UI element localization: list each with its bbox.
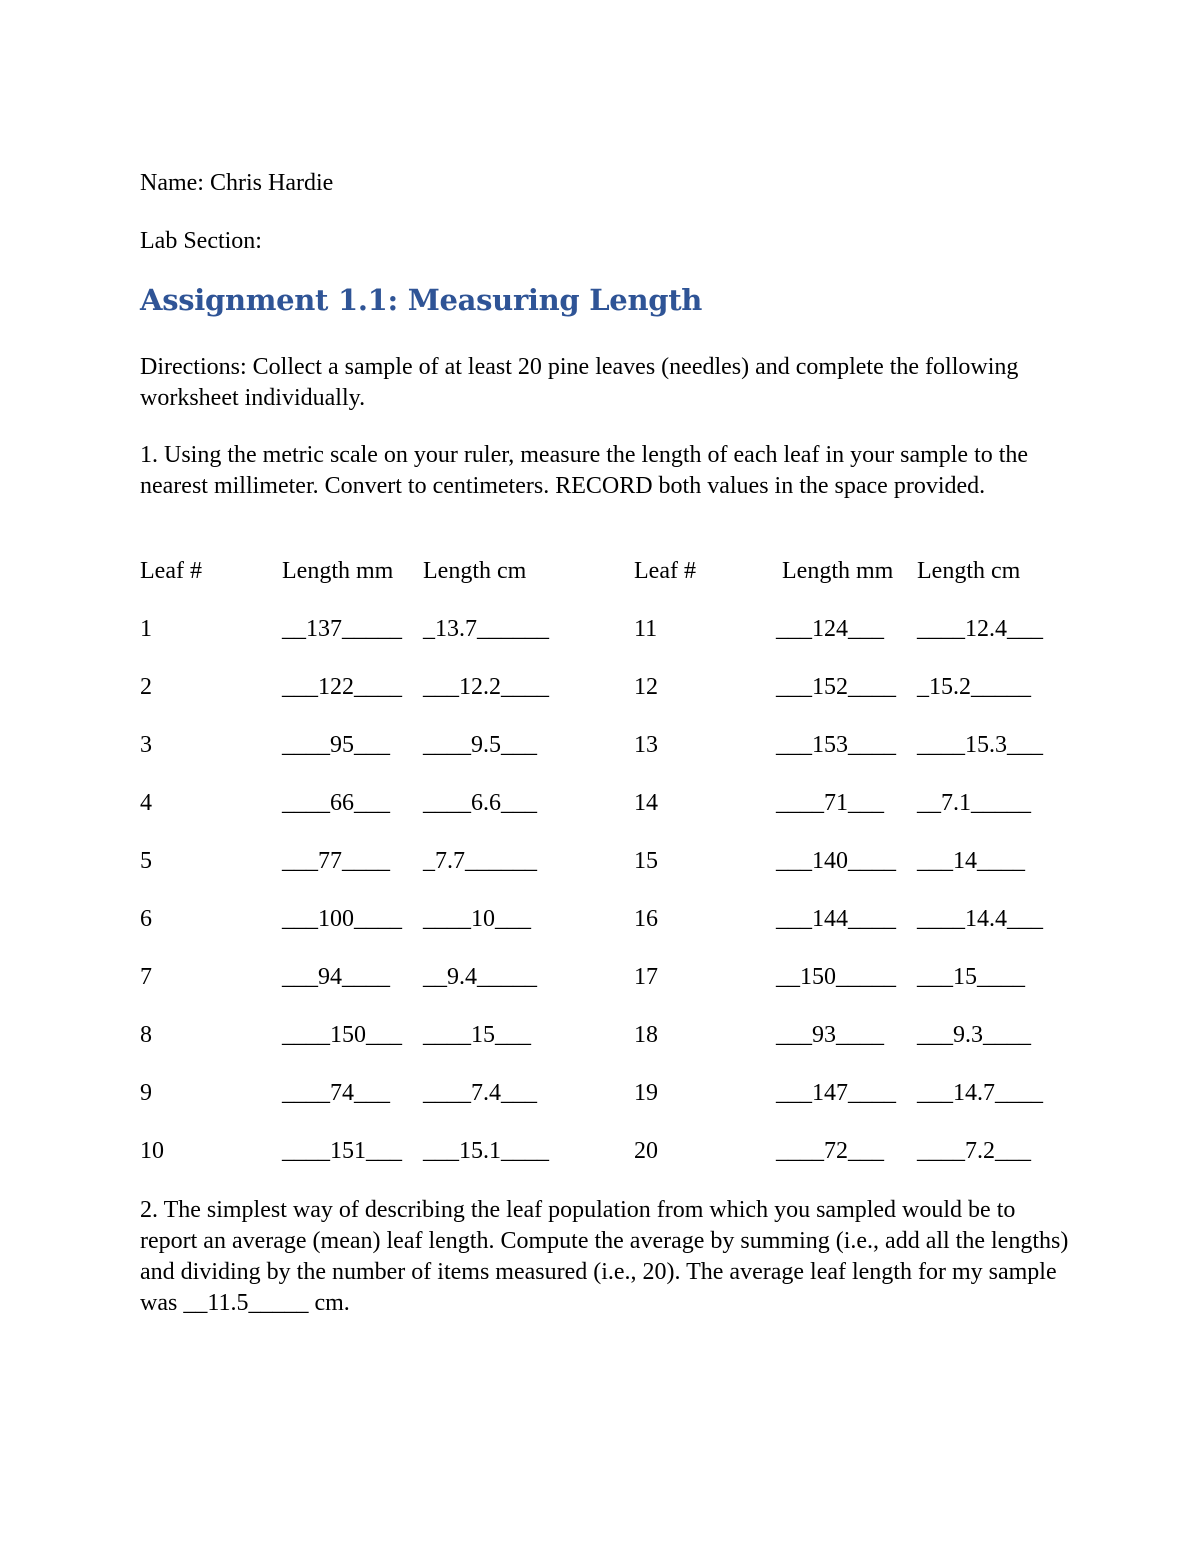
header-mm-left: Length mm bbox=[282, 558, 394, 584]
leaf-mm-cell: ___147____ bbox=[776, 1080, 896, 1106]
average-answer: __11.5_____ bbox=[183, 1290, 309, 1316]
question-1: 1. Using the metric scale on your ruler, measure the length of each leaf in your sample to the nearest millimeter. Convert to centimeters. RECORD both values in the space provided. bbox=[140, 442, 1029, 499]
leaf-leaf-cell: 10 bbox=[140, 1138, 164, 1164]
average-unit: cm. bbox=[308, 1290, 350, 1316]
leaf-leaf-cell: 7 bbox=[140, 964, 152, 990]
leaf-cm-cell: __9.4_____ bbox=[423, 964, 537, 990]
header-cm-left: Length cm bbox=[423, 558, 527, 584]
leaf-mm-cell: ___144____ bbox=[776, 906, 896, 932]
leaf-leaf-cell: 13 bbox=[634, 732, 658, 758]
leaf-mm-cell: ____74___ bbox=[282, 1080, 390, 1106]
student-name: Name: Chris Hardie bbox=[140, 170, 334, 196]
leaf-cm-cell: _7.7______ bbox=[423, 848, 537, 874]
leaf-mm-cell: ____151___ bbox=[282, 1138, 402, 1164]
leaf-cm-cell: ____7.4___ bbox=[423, 1080, 537, 1106]
leaf-mm-cell: ___140____ bbox=[776, 848, 896, 874]
leaf-mm-cell: ___122____ bbox=[282, 674, 402, 700]
header-mm-right: Length mm bbox=[782, 558, 894, 584]
lab-section: Lab Section: bbox=[140, 228, 262, 254]
leaf-leaf-cell: 16 bbox=[634, 906, 658, 932]
leaf-leaf-cell: 11 bbox=[634, 616, 658, 642]
leaf-mm-cell: ____95___ bbox=[282, 732, 390, 758]
leaf-cm-cell: ___15.1____ bbox=[423, 1138, 549, 1164]
question-2 bbox=[140, 1195, 1070, 1319]
leaf-leaf-cell: 5 bbox=[140, 848, 152, 874]
header-leaf-right: Leaf # bbox=[634, 558, 696, 584]
leaf-leaf-cell: 18 bbox=[634, 1022, 658, 1048]
directions-paragraph: Directions: Collect a sample of at least 20 pine leaves (needles) and complete the following worksheet individually. bbox=[140, 354, 1019, 411]
assignment-title: Assignment 1.1: Measuring Length bbox=[140, 283, 703, 317]
question-2-text: 2. The simplest way of describing the leaf population from which you sampled would be to report an average (mean) leaf length. Compute the average by summing (i.e., add all the lengths) and dividing by the number of items measured (i.e., 20). The average leaf length for my sample was bbox=[140, 1197, 1069, 1316]
leaf-cm-cell: ___14.7____ bbox=[917, 1080, 1043, 1106]
leaf-leaf-cell: 17 bbox=[634, 964, 658, 990]
leaf-cm-cell: ___9.3____ bbox=[917, 1022, 1031, 1048]
leaf-cm-cell: ____12.4___ bbox=[917, 616, 1043, 642]
leaf-leaf-cell: 2 bbox=[140, 674, 152, 700]
leaf-mm-cell: ___100____ bbox=[282, 906, 402, 932]
leaf-cm-cell: ____7.2___ bbox=[917, 1138, 1031, 1164]
leaf-cm-cell: __7.1_____ bbox=[917, 790, 1031, 816]
leaf-mm-cell: ____66___ bbox=[282, 790, 390, 816]
leaf-cm-cell: ____6.6___ bbox=[423, 790, 537, 816]
header-cm-right: Length cm bbox=[917, 558, 1021, 584]
leaf-mm-cell: ___77____ bbox=[282, 848, 390, 874]
leaf-leaf-cell: 12 bbox=[634, 674, 658, 700]
leaf-leaf-cell: 19 bbox=[634, 1080, 658, 1106]
leaf-mm-cell: ____150___ bbox=[282, 1022, 402, 1048]
leaf-cm-cell: ____9.5___ bbox=[423, 732, 537, 758]
leaf-cm-cell: ____10___ bbox=[423, 906, 531, 932]
leaf-mm-cell: ___153____ bbox=[776, 732, 896, 758]
leaf-leaf-cell: 8 bbox=[140, 1022, 152, 1048]
leaf-mm-cell: ___152____ bbox=[776, 674, 896, 700]
leaf-leaf-cell: 9 bbox=[140, 1080, 152, 1106]
leaf-cm-cell: ___12.2____ bbox=[423, 674, 549, 700]
leaf-cm-cell: _13.7______ bbox=[423, 616, 549, 642]
leaf-mm-cell: ___94____ bbox=[282, 964, 390, 990]
leaf-leaf-cell: 1 bbox=[140, 616, 152, 642]
header-leaf-left: Leaf # bbox=[140, 558, 202, 584]
leaf-mm-cell: ___93____ bbox=[776, 1022, 884, 1048]
leaf-cm-cell: _15.2_____ bbox=[917, 674, 1031, 700]
leaf-leaf-cell: 15 bbox=[634, 848, 658, 874]
leaf-leaf-cell: 6 bbox=[140, 906, 152, 932]
leaf-mm-cell: ____71___ bbox=[776, 790, 884, 816]
leaf-mm-cell: __137_____ bbox=[282, 616, 402, 642]
leaf-mm-cell: ____72___ bbox=[776, 1138, 884, 1164]
leaf-cm-cell: ____14.4___ bbox=[917, 906, 1043, 932]
leaf-mm-cell: ___124___ bbox=[776, 616, 884, 642]
leaf-leaf-cell: 4 bbox=[140, 790, 152, 816]
leaf-cm-cell: ____15.3___ bbox=[917, 732, 1043, 758]
leaf-cm-cell: ____15___ bbox=[423, 1022, 531, 1048]
leaf-cm-cell: ___15____ bbox=[917, 964, 1025, 990]
leaf-leaf-cell: 3 bbox=[140, 732, 152, 758]
leaf-mm-cell: __150_____ bbox=[776, 964, 896, 990]
leaf-leaf-cell: 14 bbox=[634, 790, 658, 816]
leaf-cm-cell: ___14____ bbox=[917, 848, 1025, 874]
leaf-leaf-cell: 20 bbox=[634, 1138, 658, 1164]
